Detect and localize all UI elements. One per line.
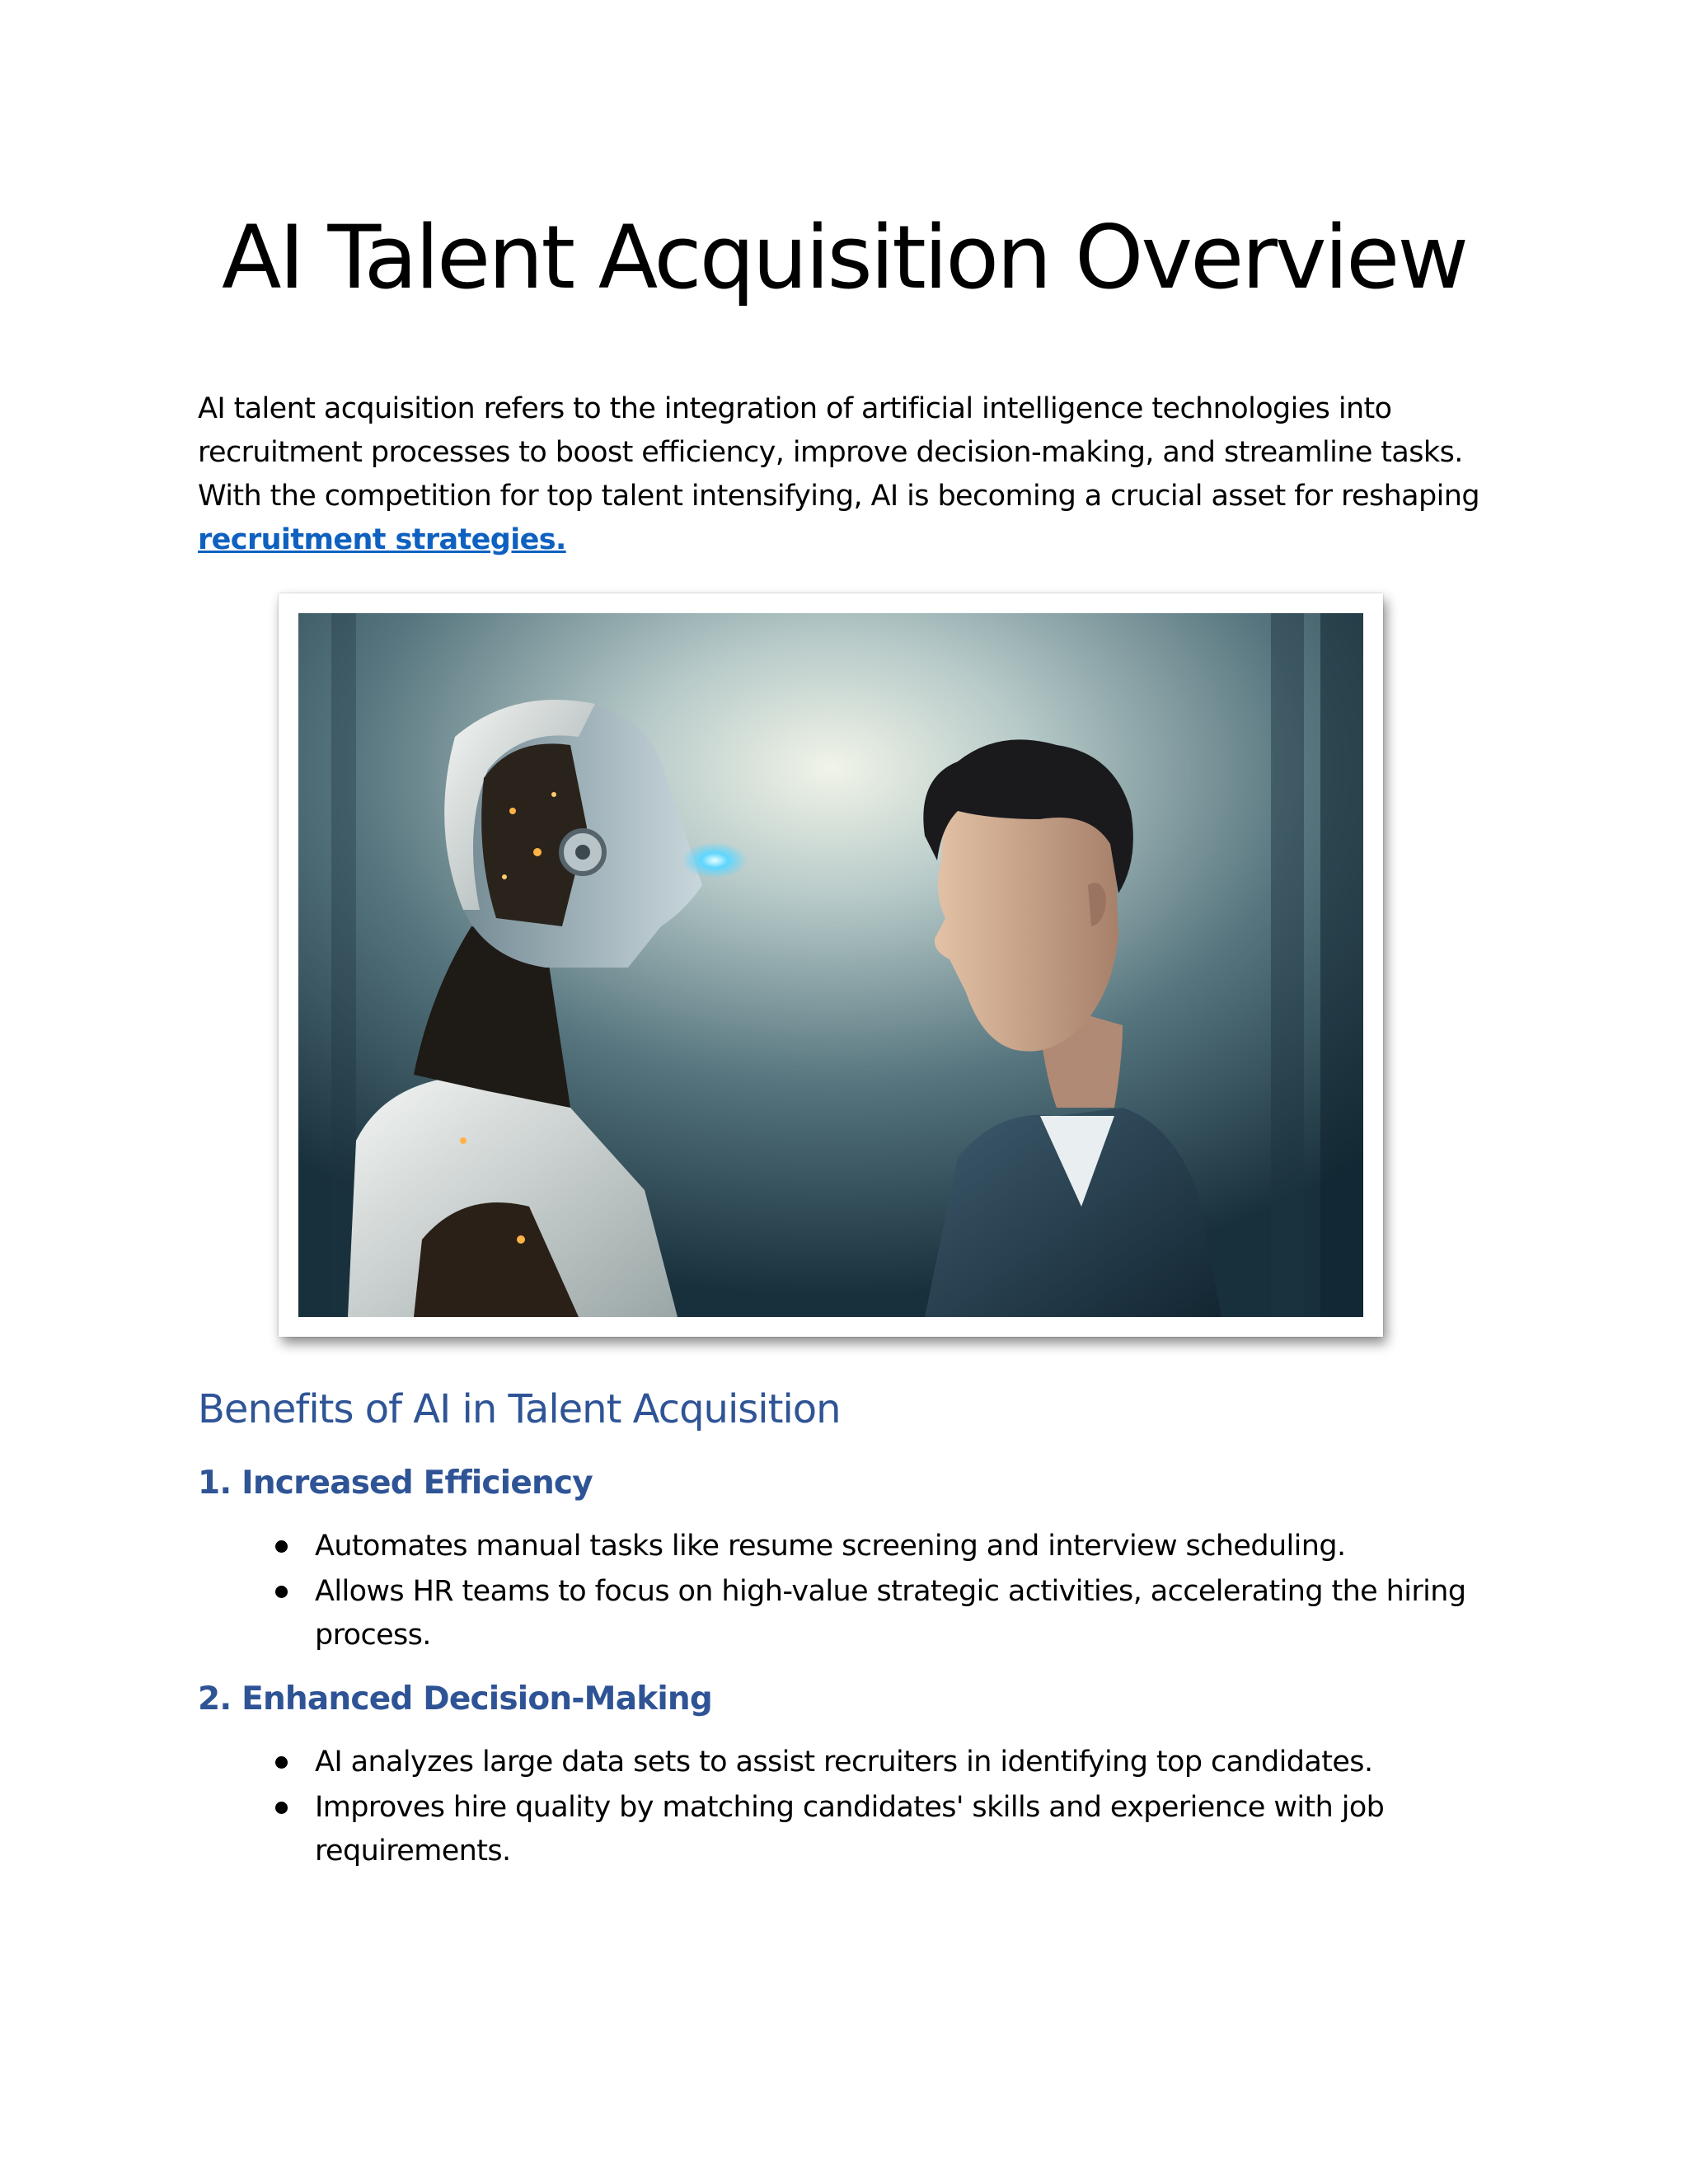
bullet-dot (275, 1756, 288, 1769)
ai-vs-human-illustration (298, 613, 1363, 1317)
efficiency-bullet-list (315, 1525, 1477, 1659)
bullet-text: Automates manual tasks like resume screening and interview scheduling. (315, 1530, 1346, 1563)
hero-image-frame (279, 593, 1383, 1337)
section-title-decision-making: 2. Enhanced Decision-Making (198, 1680, 712, 1718)
bullet-dot (275, 1540, 288, 1553)
bullet-text: AI analyzes large data sets to assist recruiters in identifying top candidates. (315, 1746, 1373, 1779)
bullet-item (315, 1525, 1477, 1568)
bullet-dot (275, 1586, 288, 1598)
intro-paragraph (198, 387, 1484, 562)
bullet-item (315, 1786, 1477, 1873)
section-title-efficiency: 1. Increased Efficiency (198, 1465, 593, 1502)
bullet-text: Allows HR teams to focus on high-value strategic activities, accelerating the hiring process. (315, 1575, 1466, 1652)
benefits-heading: Benefits of AI in Talent Acquisition (198, 1386, 841, 1432)
bullet-dot (275, 1802, 288, 1814)
bullet-item (315, 1570, 1477, 1657)
decision-making-bullet-list (315, 1741, 1477, 1875)
page-title: AI Talent Acquisition Overview (221, 207, 1467, 308)
bullet-text: Improves hire quality by matching candidates' skills and experience with job requirements. (315, 1791, 1385, 1868)
recruitment-strategies-link[interactable]: recruitment strategies. (198, 523, 566, 556)
intro-text: AI talent acquisition refers to the integration of artificial intelligence technologies into recruitment processes to boost efficiency, improve decision-making, and streamline tasks. With the competition for top talent intensifying, AI is becoming a crucial asset for reshaping (198, 392, 1479, 513)
bullet-item (315, 1741, 1477, 1784)
